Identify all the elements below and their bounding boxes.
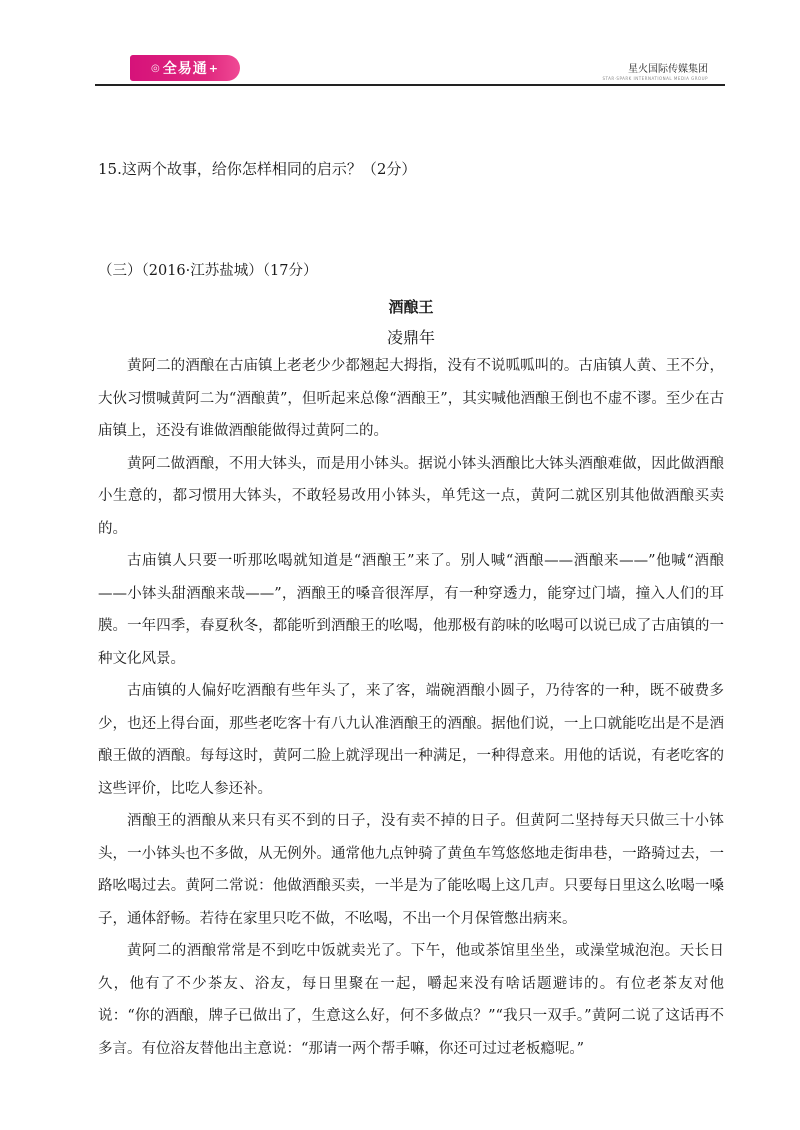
question-15: 15.这两个故事，给你怎样相同的启示？（2分）: [98, 160, 417, 178]
paragraph: 古庙镇人只要一听那吆喝就知道是“酒酿王”来了。别人喊“酒酿——酒酿来——”他喊“酒酿——小钵头甜酒酿来哉——”，酒酿王的嗓音很浑厚，有一种穿透力，能穿过门墙，撞入人们的耳膜。一年四季，春夏秋冬，都能听到酒酿王的吆喝，他那极有韵味的吆喝可以说已成了古庙镇的一种文化风景。: [98, 553, 724, 667]
article-author: 凌鼎年: [386, 328, 435, 347]
article-title: 酒酿王: [388, 298, 434, 316]
paragraph: 黄阿二做酒酿，不用大钵头，而是用小钵头。据说小钵头酒酿比大钵头酒酿难做，因此做酒酿小生意的，都习惯用大钵头，不敢轻易改用小钵头，单凭这一点，黄阿二就区别其他做酒酿买卖的。: [98, 455, 724, 537]
paragraph: 黄阿二的酒酿在古庙镇上老老少少都翘起大拇指，没有不说呱呱叫的。古庙镇人黄、王不分，大伙习惯喊黄阿二为“酒酿黄”，但听起来总像“酒酿王”，其实喊他酒酿王倒也不虚不谬。至少在古庙镇上，还没有谁做酒酿能做得过黄阿二的。: [98, 358, 724, 439]
paragraph: 古庙镇的人偏好吃酒酿有些年头了，来了客，端碗酒酿小圆子，乃待客的一种，既不破费多少，也还上得台面，那些老吃客十有八九认准酒酿王的酒酿。据他们说，一上口就能吃出是不是酒酿王做的酒酿。每每这时，黄阿二脸上就浮现出一种满足，一种得意来。用他的话说，有老吃客的这些评价，比吃人参还补。: [98, 683, 724, 797]
header-divider: [95, 84, 725, 86]
logo-text: 全易通: [162, 61, 208, 77]
section-label: （三）（2016·江苏盐城）（17分）: [98, 263, 318, 279]
publisher-brand: [602, 60, 708, 81]
paragraph: 酒酿王的酒酿从来只有买不到的日子，没有卖不掉的日子。但黄阿二坚持每天只做三十小钵头，一小钵头也不多做，从无例外。通常他九点钟骑了黄鱼车笃悠悠地走街串巷，一路骑过去，一路吆喝过去。黄阿二常说：他做酒酿买卖，一半是为了能吆喝上这几声。只要每日里这么吆喝一嗓子，通体舒畅。若待在家里只吃不做，不吆喝，不出一个月保管憋出病来。: [98, 813, 724, 927]
brand-subtitle: STAR·SPARK INTERNATIONAL MEDIA GROUP: [602, 76, 708, 81]
quanyitong-logo: [130, 55, 240, 81]
plus-icon: +: [208, 61, 219, 75]
page-content: [98, 158, 724, 1065]
swirl-icon: ◎: [151, 62, 161, 74]
paragraph: 黄阿二的酒酿常常是不到吃中饭就卖光了。下午，他或茶馆里坐坐，或澡堂城泡泡。天长日久，他有了不少茶友、浴友，每日里聚在一起，嚼起来没有啥话题避讳的。有位老茶友对他说：“你的酒酿，牌子已做出了，生意这么好，何不多做点？”“我只一双手。”黄阿二说了这话再不多言。有位浴友替他出主意说：“那请一两个帮手嘛，你还可过过老板瘾呢。”: [98, 943, 724, 1057]
page-header: [0, 0, 800, 100]
brand-name: 星火国际传媒集团: [628, 64, 708, 75]
